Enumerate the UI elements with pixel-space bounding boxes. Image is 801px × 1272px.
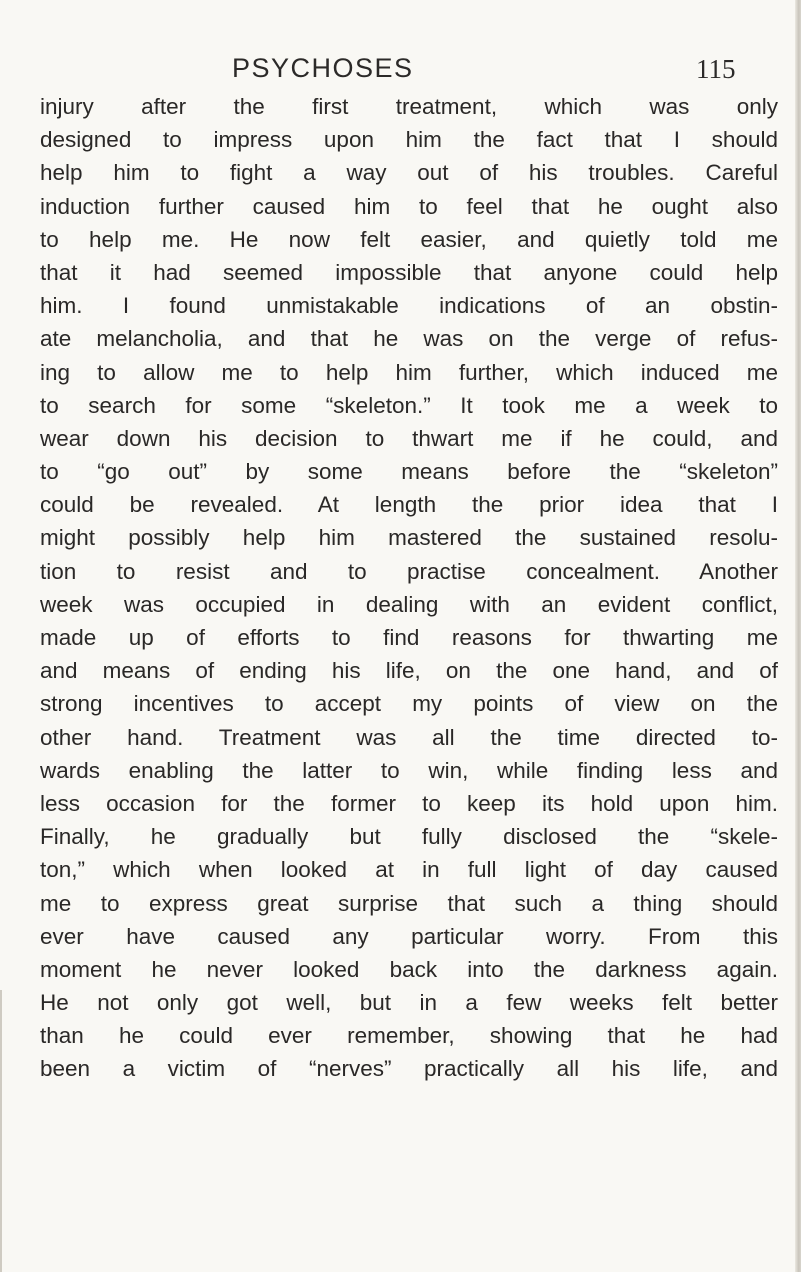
text-line: strong incentives to accept my points of view on the (40, 691, 778, 717)
page-margin-shadow (0, 990, 2, 1272)
text-line: Finally, he gradually but fully disclosed the “skele- (40, 824, 778, 850)
text-line: tion to resist and to practise concealment. Another (40, 558, 778, 584)
text-line: ate melancholia, and that he was on the verge of refus- (40, 326, 778, 352)
text-line: He not only got well, but in a few weeks felt better (40, 990, 778, 1016)
text-line: me to express great surprise that such a thing should (40, 890, 778, 916)
text-line: and means of ending his life, on the one hand, and of (40, 658, 778, 684)
text-line: him. I found unmistakable indications of an obstin- (40, 293, 778, 319)
text-line: than he could ever remember, showing that he had (40, 1023, 778, 1049)
running-header (0, 50, 801, 90)
text-line: could be revealed. At length the prior idea that I (40, 492, 778, 518)
text-line: might possibly help him mastered the sustained resolu- (40, 525, 778, 551)
text-line: induction further caused him to feel that he ought also (40, 193, 778, 219)
text-line: ever have caused any particular worry. From this (40, 923, 778, 949)
text-line: that it had seemed impossible that anyone could help (40, 259, 778, 285)
text-line: to “go out” by some means before the “skeleton” (40, 459, 778, 485)
text-line: to help me. He now felt easier, and quietly told me (40, 226, 778, 252)
running-title: PSYCHOSES (232, 53, 414, 83)
text-line: week was occupied in dealing with an evident conflict, (40, 591, 778, 617)
text-line: to search for some “skeleton.” It took me a week to (40, 392, 778, 418)
page-number: 115 (696, 54, 736, 84)
text-line: wards enabling the latter to win, while finding less and (40, 757, 778, 783)
page-binding-edge (795, 0, 801, 1272)
body-text (40, 90, 778, 1086)
text-line: less occasion for the former to keep its hold upon him. (40, 790, 778, 816)
text-line: designed to impress upon him the fact that I should (40, 127, 778, 153)
text-line: injury after the first treatment, which was only (40, 94, 778, 119)
text-line: other hand. Treatment was all the time directed to- (40, 724, 778, 750)
text-line: made up of efforts to find reasons for thwarting me (40, 625, 778, 650)
text-line: ing to allow me to help him further, which induced me (40, 359, 778, 385)
text-line: been a victim of “nerves” practically all his life, and (40, 1056, 778, 1082)
text-line: wear down his decision to thwart me if he could, and (40, 425, 778, 451)
text-line: ton,” which when looked at in full light of day caused (40, 857, 778, 883)
text-line: moment he never looked back into the darkness again. (40, 956, 778, 982)
text-line: help him to fight a way out of his troubles. Careful (40, 160, 778, 186)
